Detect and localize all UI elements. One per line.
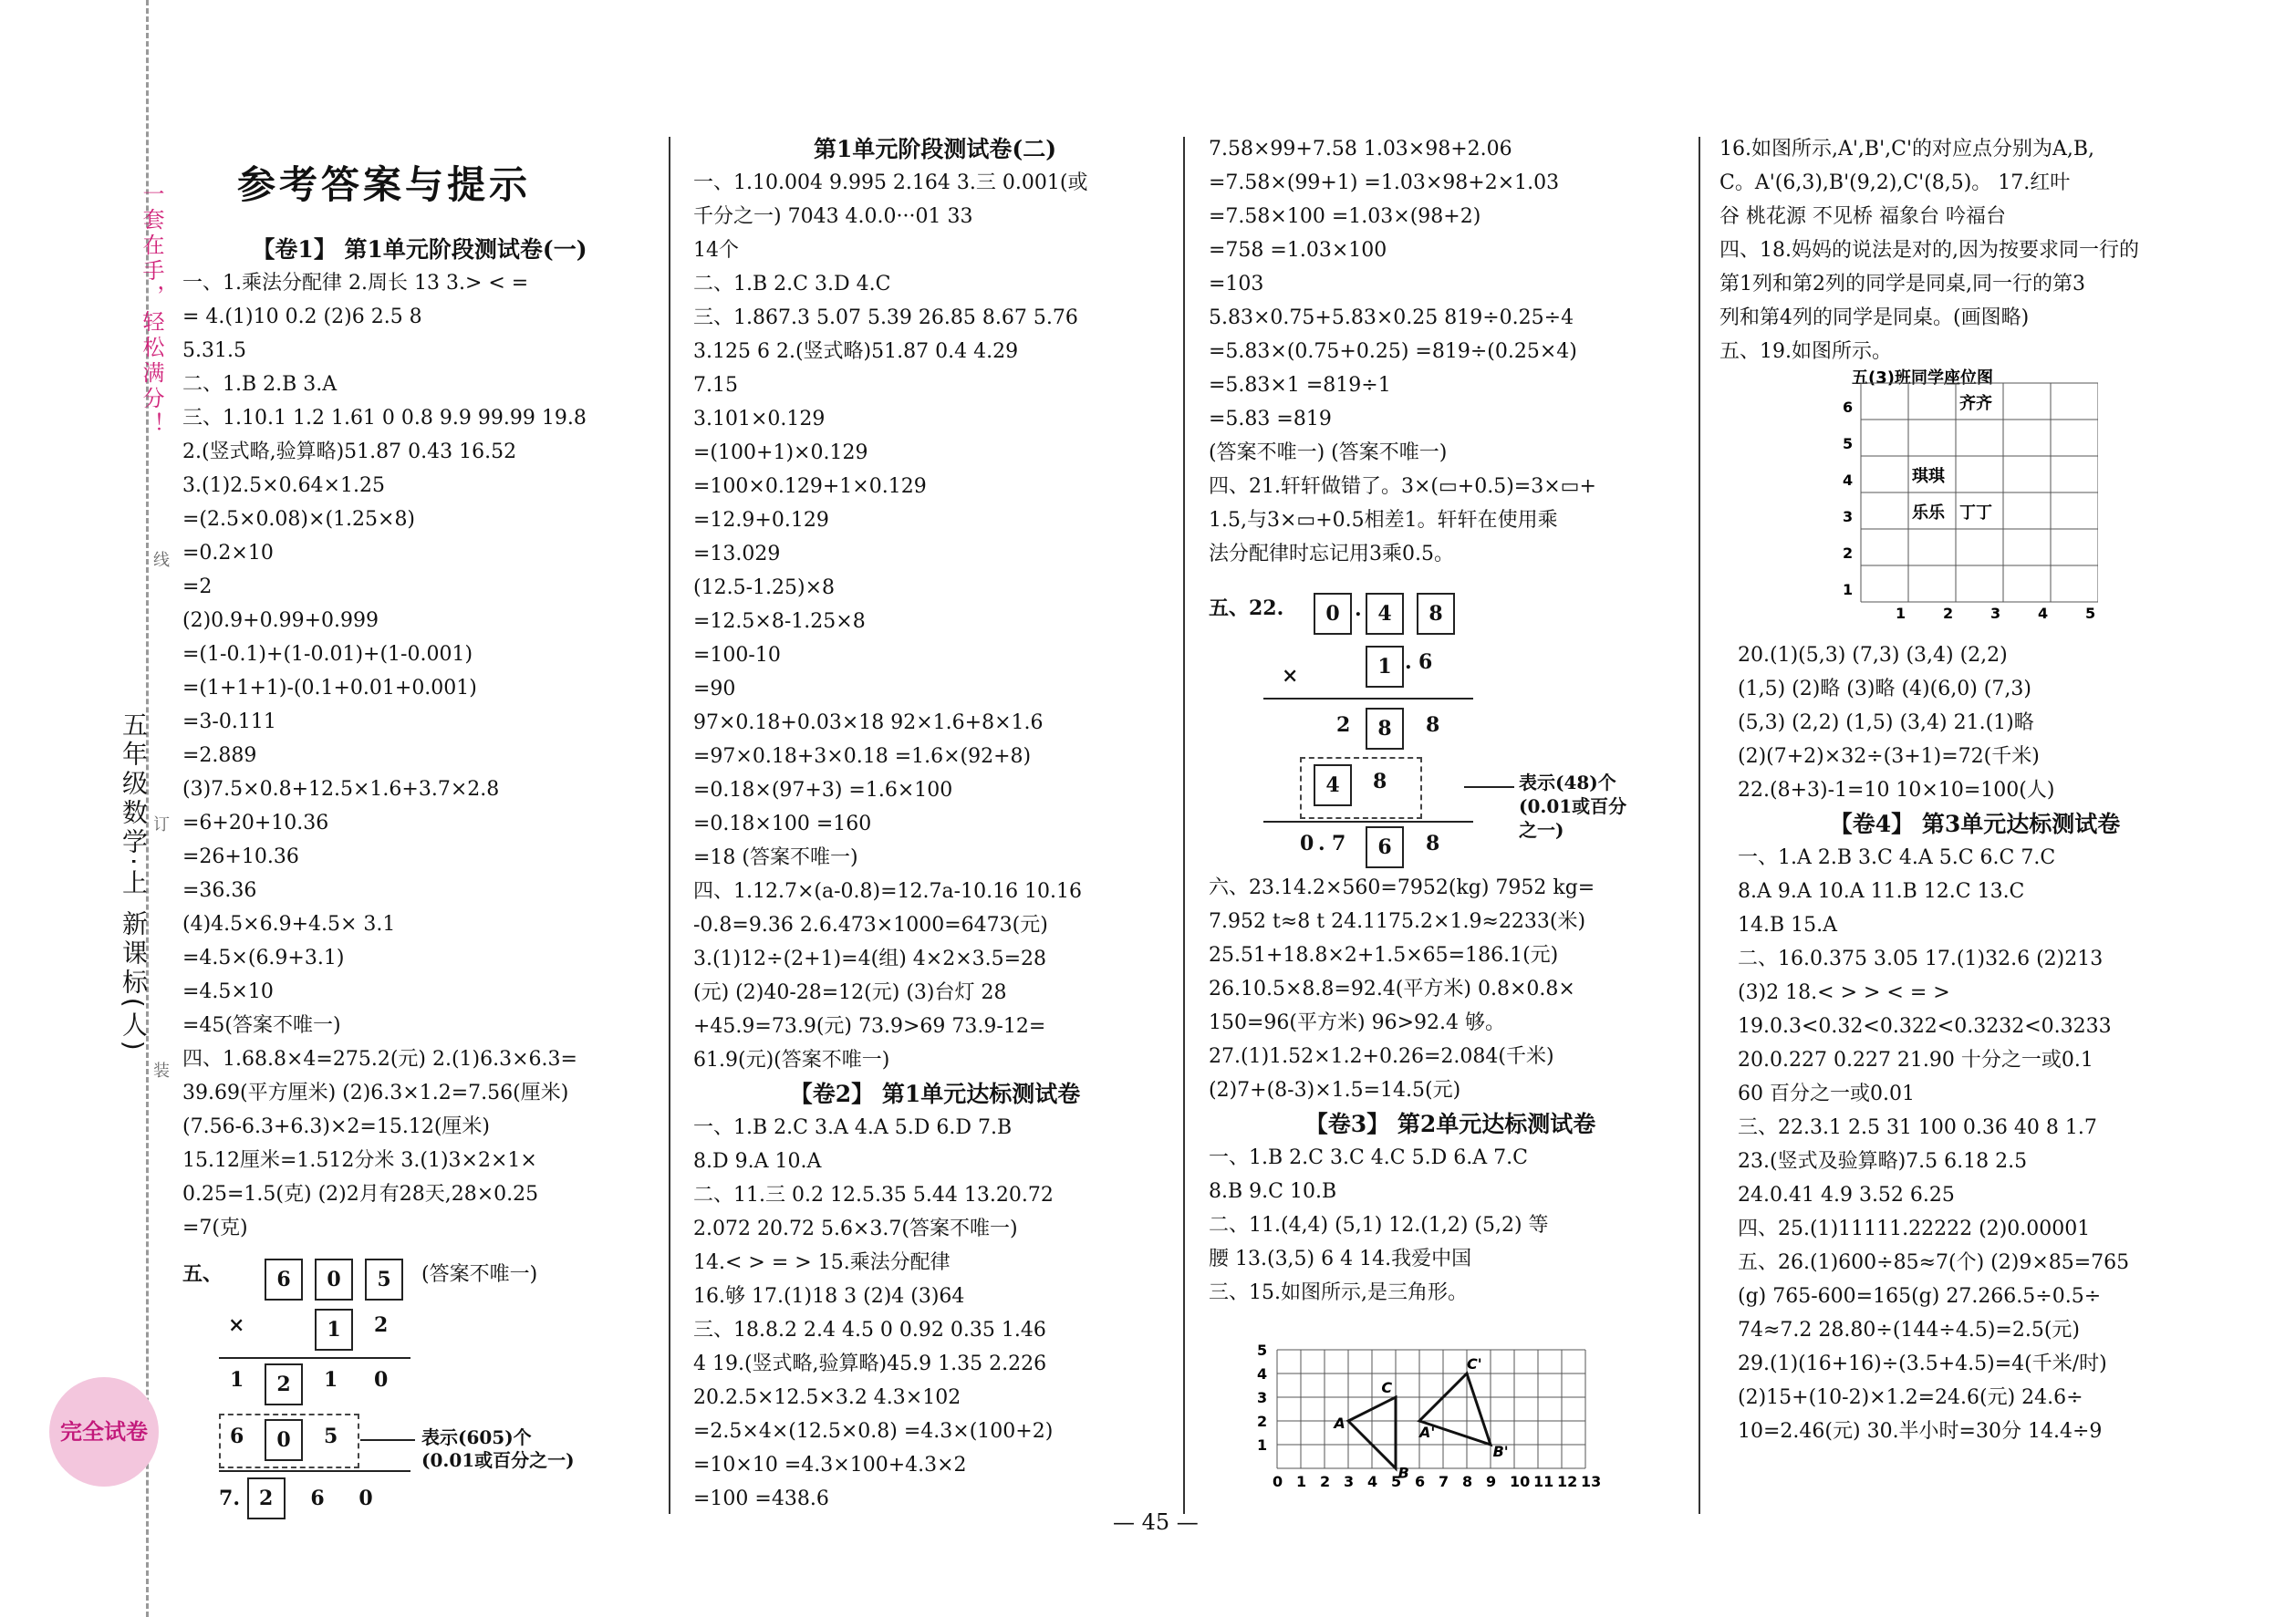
answer-line: 3.125 6 2.(竖式略)51.87 0.4 4.29 — [693, 340, 1019, 363]
y-tick-label: 6 — [1843, 399, 1854, 416]
answer-line: =0.18×100 =160 — [693, 813, 872, 835]
x-tick-label: 7 — [1439, 1473, 1449, 1490]
answer-line: 10=2.46(元) 30.半小时=30分 14.4÷9 — [1738, 1420, 2103, 1443]
rule — [1263, 698, 1473, 700]
box: 8 — [1366, 708, 1404, 750]
answer-line: 五、19.如图所示。 — [1719, 340, 1892, 363]
answer-line: =7.58×(99+1) =1.03×98+2×1.03 — [1209, 171, 1560, 194]
answer-line: (答案不唯一) (答案不唯一) — [1209, 441, 1448, 464]
y-tick-label: 4 — [1843, 472, 1854, 489]
answer-line: (12.5-1.25)×8 — [693, 576, 835, 599]
digit: 7 — [1332, 832, 1346, 855]
student-name: 乐乐 — [1912, 503, 1945, 523]
answer-line: 四、1.68.8×4=275.2(元) 2.(1)6.3×6.3= — [182, 1048, 577, 1071]
point-label: B' — [1492, 1443, 1509, 1460]
answer-line: (2)7+(8-3)×1.5=14.5(元) — [1209, 1079, 1461, 1102]
point-label: A' — [1419, 1424, 1436, 1442]
answer-line: =6+20+10.36 — [182, 812, 329, 834]
cut-mark-line: 线 — [153, 551, 170, 570]
answer-line: 列和第4列的同学是同桌。(画图略) — [1719, 306, 2030, 329]
answer-line: 16.如图所示,A',B',C'的对应点分别为A,B, — [1719, 138, 2095, 161]
answer-line: 二、11.三 0.2 12.5.35 5.44 13.20.72 — [693, 1184, 1054, 1207]
y-tick-label: 3 — [1257, 1389, 1268, 1406]
student-name: 琪琪 — [1912, 467, 1945, 486]
answer-line: =97×0.18+3×0.18 =1.6×(92+8) — [693, 745, 1032, 768]
answer-line: (2)0.9+0.99+0.999 — [182, 609, 379, 632]
box: 4 — [1366, 593, 1404, 635]
box: 2 — [265, 1363, 303, 1405]
answer-line: 二、1.B 2.C 3.D 4.C — [693, 273, 891, 295]
rule — [219, 1470, 410, 1472]
column-4-lower — [1738, 638, 2212, 1448]
answer-line: =(1+1+1)-(0.1+0.01+0.001) — [182, 677, 477, 700]
answer-line: 3.(1)2.5×0.64×1.25 — [182, 474, 385, 497]
answer-line: (2)15+(10-2)×1.2=24.6(元) 24.6÷ — [1738, 1386, 2083, 1409]
answer-line: 一、1.乘法分配律 2.周长 13 3.> < = — [182, 272, 529, 295]
answer-line: 4 19.(竖式略,验算略)45.9 1.35 2.226 — [693, 1353, 1047, 1375]
fig2-label: 五、22. — [1209, 596, 1284, 620]
answer-line: 5.31.5 — [182, 339, 246, 362]
answer-line: +45.9=73.9(元) 73.9>69 73.9-12= — [693, 1015, 1046, 1038]
rule — [219, 1357, 410, 1359]
answer-line: 二、1.B 2.B 3.A — [182, 373, 338, 396]
digit: . — [1405, 650, 1412, 674]
answer-line: =13.029 — [693, 543, 781, 565]
brand-logo — [49, 1377, 159, 1487]
answer-line: 千分之一) 7043 4.0.0···01 33 — [693, 205, 973, 228]
column-divider-3 — [1699, 137, 1700, 1514]
answer-line: =103 — [1209, 273, 1264, 295]
x-tick-label: 1 — [1296, 1473, 1307, 1490]
answer-line: 四、1.12.7×(a-0.8)=12.7a-10.16 10.16 — [693, 880, 1083, 903]
answer-line: =0.2×10 — [182, 542, 274, 565]
answer-line: =10×10 =4.3×100+4.3×2 — [693, 1454, 967, 1477]
x-tick-label: 12 — [1557, 1473, 1578, 1490]
answer-line: 22.(8+3)-1=10 10×10=100(人) — [1738, 779, 2055, 802]
y-tick-label: 1 — [1257, 1436, 1268, 1454]
answer-line: 三、18.8.2 2.4 4.5 0 0.92 0.35 1.46 — [693, 1319, 1046, 1342]
answer-line: 5.83×0.75+5.83×0.25 819÷0.25÷4 — [1209, 306, 1574, 329]
answer-line: 法分配律时忘记用3乘0.5。 — [1209, 543, 1454, 565]
times-sign: × — [228, 1313, 245, 1337]
answer-line: =100 =438.6 — [693, 1487, 829, 1510]
box: 1 — [315, 1309, 353, 1351]
x-tick-label: 3 — [1990, 605, 2001, 622]
x-tick-label: 13 — [1581, 1473, 1602, 1490]
digit: 0 — [358, 1487, 373, 1510]
answer-line: (3)2 18.< > > < = > — [1738, 981, 1950, 1004]
box: 0 — [1314, 593, 1352, 635]
fig1-note: (答案不唯一) — [421, 1263, 538, 1286]
answer-line: =5.83×(0.75+0.25) =819÷(0.25×4) — [1209, 340, 1577, 363]
answer-line: =(1-0.1)+(1-0.01)+(1-0.001) — [182, 643, 473, 666]
box: 5 — [365, 1259, 403, 1301]
answer-line: 19.0.3<0.32<0.322<0.3232<0.3233 — [1738, 1015, 2112, 1038]
answer-line: 一、1.B 2.C 3.A 4.A 5.D 6.D 7.B — [693, 1116, 1013, 1139]
answer-line: 四、25.(1)11111.22222 (2)0.00001 — [1738, 1218, 2091, 1240]
answer-line: 14.< > = > 15.乘法分配律 — [693, 1251, 951, 1274]
digit: 0 — [1300, 832, 1314, 855]
cut-mark-bind: 订 — [153, 815, 170, 834]
x-tick-label: 4 — [2038, 605, 2049, 622]
times-sign: × — [1282, 664, 1299, 688]
answer-line: =758 =1.03×100 — [1209, 239, 1387, 262]
answer-line: =36.36 — [182, 879, 257, 902]
digit: 1 — [324, 1368, 338, 1392]
answer-line: 8.D 9.A 10.A — [693, 1150, 822, 1173]
answer-line: 14.B 15.A — [1738, 914, 1838, 937]
y-tick-label: 4 — [1257, 1365, 1268, 1383]
answer-line: (1,5) (2)略 (3)略 (4)(6,0) (7,3) — [1738, 678, 2031, 700]
digit: 8 — [1426, 713, 1440, 737]
digit: 8 — [1426, 832, 1440, 855]
answer-line: 15.12厘米=1.512分米 3.(1)3×2×1× — [182, 1149, 537, 1172]
y-tick-label: 2 — [1257, 1413, 1268, 1430]
x-tick-label: 0 — [1273, 1473, 1283, 1490]
answer-line: 三、1.867.3 5.07 5.39 26.85 8.67 5.76 — [693, 306, 1078, 329]
answer-line: =100-10 — [693, 644, 781, 667]
section-heading: 【卷3】 第2单元达标测试卷 — [1304, 1111, 1596, 1137]
rule — [1263, 821, 1473, 823]
answer-line: 20.(1)(5,3) (7,3) (3,4) (2,2) — [1738, 644, 2008, 667]
answer-line: =7(克) — [182, 1217, 248, 1239]
column-divider-1 — [669, 137, 670, 1514]
answer-line: 四、21.轩轩做错了。3×(▭+0.5)=3×▭+ — [1209, 475, 1596, 498]
answer-line: 20.2.5×12.5×3.2 4.3×102 — [693, 1386, 961, 1409]
answer-line: 74≈7.2 28.80÷(144÷4.5)=2.5(元) — [1738, 1319, 2080, 1342]
digit: 6 — [310, 1487, 325, 1510]
answer-line: 谷 桃花源 不见桥 福象台 吟福台 — [1719, 205, 2006, 228]
answer-line: 三、15.如图所示,是三角形。 — [1209, 1281, 1468, 1304]
answer-line: (4)4.5×6.9+4.5× 3.1 — [182, 913, 396, 936]
digit: . — [1318, 832, 1325, 855]
column-3 — [1209, 132, 1692, 571]
coordinate-grid-figure — [1250, 1322, 1615, 1496]
answer-line: 150=96(平方米) 96>92.4 够。 — [1209, 1011, 1505, 1034]
x-tick-label: 8 — [1462, 1473, 1473, 1490]
arrow-text: (0.01或百分 — [1519, 795, 1627, 817]
box: 6 — [1366, 826, 1404, 868]
answer-line: 二、11.(4,4) (5,1) 12.(1,2) (5,2) 等 — [1209, 1214, 1549, 1237]
answer-line: 7.15 — [693, 374, 738, 397]
column-3-lower — [1209, 871, 1692, 1310]
arrow-icon — [360, 1439, 415, 1441]
point-label: A — [1334, 1414, 1345, 1432]
answer-line: 一、1.A 2.B 3.C 4.A 5.C 6.C 7.C — [1738, 846, 2056, 869]
mult-figure-2 — [1209, 593, 1692, 866]
answer-line: 97×0.18+0.03×18 92×1.6+8×1.6 — [693, 711, 1044, 734]
box: 4 — [1314, 764, 1352, 806]
answer-line: =(100+1)×0.129 — [693, 441, 868, 464]
answer-line: 24.0.41 4.9 3.52 6.25 — [1738, 1184, 1955, 1207]
digit: 2 — [1336, 713, 1351, 737]
x-tick-label: 10 — [1510, 1473, 1531, 1490]
digit: 0 — [374, 1368, 389, 1392]
answer-line: =7.58×100 =1.03×(98+2) — [1209, 205, 1481, 228]
answer-line: 六、23.14.2×560=7952(kg) 7952 kg= — [1209, 876, 1595, 899]
section-heading: 【卷2】 第1单元达标测试卷 — [789, 1081, 1081, 1107]
answer-line: 0.25=1.5(克) (2)2月有28天,28×0.25 — [182, 1183, 539, 1206]
y-tick-label: 1 — [1843, 581, 1854, 598]
answer-line: 20.0.227 0.227 21.90 十分之一或0.1 — [1738, 1049, 2093, 1072]
answer-line: 三、22.3.1 2.5 31 100 0.36 40 8 1.7 — [1738, 1116, 2097, 1139]
point-label: C' — [1467, 1354, 1482, 1373]
answer-line: 16.够 17.(1)18 3 (2)4 (3)64 — [693, 1285, 965, 1308]
arrow-text: 之一) — [1519, 819, 1564, 841]
column-4 — [1719, 132, 2194, 368]
slogan: 一套在手，轻松满分！ — [139, 182, 164, 438]
answer-line: =90 — [693, 678, 736, 700]
digit: 2 — [374, 1313, 389, 1337]
answer-line: (7.56-6.3+6.3)×2=15.12(厘米) — [182, 1115, 491, 1138]
answer-line: 8.B 9.C 10.B — [1209, 1180, 1337, 1203]
digit: . — [1355, 597, 1362, 621]
answer-line: (2)(7+2)×32÷(3+1)=72(千米) — [1738, 745, 2040, 768]
column-2 — [693, 132, 1177, 1516]
answer-line: 39.69(平方厘米) (2)6.3×1.2=7.56(厘米) — [182, 1082, 569, 1104]
answer-line: 五、26.(1)600÷85≈7(个) (2)9×85=765 — [1738, 1251, 2130, 1274]
y-tick-label: 5 — [1257, 1342, 1268, 1359]
page-number: — 45 — — [1113, 1509, 1199, 1535]
page-title: 参考答案与提示 — [237, 162, 532, 207]
answer-line: =4.5×10 — [182, 980, 274, 1003]
answer-line: -0.8=9.36 2.6.473×1000=6473(元) — [693, 914, 1048, 937]
digit: 5 — [324, 1425, 338, 1448]
x-tick-label: 5 — [1391, 1473, 1402, 1490]
x-tick-label: 2 — [1320, 1473, 1331, 1490]
point-label: C — [1381, 1378, 1393, 1396]
answer-line: 3.(1)12÷(2+1)=4(组) 4×2×3.5=28 — [693, 948, 1047, 970]
answer-line: 三、1.10.1 1.2 1.61 0 0.8 9.9 99.99 19.8 — [182, 407, 587, 430]
answer-line: =4.5×(6.9+3.1) — [182, 947, 345, 969]
arrow-text: 表示(48)个 — [1519, 772, 1616, 793]
answer-line: (5,3) (2,2) (1,5) (3,4) 21.(1)略 — [1738, 711, 2034, 734]
answer-line: =2.5×4×(12.5×0.8) =4.3×(100+2) — [693, 1420, 1054, 1443]
answer-line: (元) (2)40-28=12(元) (3)台灯 28 — [693, 981, 1007, 1004]
digit: 8 — [1373, 770, 1387, 793]
answer-line: =0.18×(97+3) =1.6×100 — [693, 779, 953, 802]
answer-line: 一、1.10.004 9.995 2.164 3.三 0.001(或 — [693, 171, 1088, 194]
answer-line: 二、16.0.375 3.05 17.(1)32.6 (2)213 — [1738, 948, 2104, 970]
x-tick-label: 1 — [1896, 605, 1906, 622]
answer-line: =2.889 — [182, 744, 257, 767]
mult-figure-1 — [182, 1259, 657, 1496]
y-tick-label: 3 — [1843, 508, 1854, 525]
section-heading: 【卷1】 第1单元阶段测试卷(一) — [252, 236, 587, 263]
answer-line: =12.5×8-1.25×8 — [693, 610, 866, 633]
fig1-result — [219, 1477, 373, 1519]
arrow-text: (0.01或百分之一) — [421, 1449, 575, 1471]
box: 1 — [1366, 646, 1404, 688]
answer-line: 2.(竖式略,验算略)51.87 0.43 16.52 — [182, 441, 517, 463]
answer-line: 1.5,与3×▭+0.5相差1。轩轩在使用乘 — [1209, 509, 1558, 532]
answer-line: =100×0.129+1×0.129 — [693, 475, 927, 498]
answer-line: 7.58×99+7.58 1.03×98+2.06 — [1209, 138, 1512, 161]
box: 0 — [265, 1419, 303, 1461]
digit: 6 — [230, 1425, 244, 1448]
answer-line: =5.83 =819 — [1209, 408, 1332, 430]
x-tick-label: 9 — [1486, 1473, 1497, 1490]
logo-text: 完全试卷 — [60, 1419, 148, 1445]
answer-line: 3.101×0.129 — [693, 408, 826, 430]
digit: . — [233, 1487, 240, 1510]
answer-line: =(2.5×0.08)×(1.25×8) — [182, 508, 416, 531]
answer-line: (g) 765-600=165(g) 27.266.5÷0.5÷ — [1738, 1285, 2102, 1308]
box: 8 — [1417, 593, 1455, 635]
answer-line: = 4.(1)10 0.2 (2)6 2.5 8 — [182, 306, 422, 328]
digit: 6 — [1418, 650, 1433, 674]
student-name: 齐齐 — [1959, 394, 1992, 413]
answer-line: 7.952 t≈8 t 24.1175.2×1.9≈2233(米) — [1209, 910, 1586, 933]
point-label: B — [1397, 1464, 1409, 1482]
answer-line: 25.51+18.8×2+1.5×65=186.1(元) — [1209, 944, 1559, 967]
box: 2 — [247, 1477, 286, 1519]
x-tick-label: 2 — [1943, 605, 1954, 622]
digit: 7 — [219, 1487, 234, 1510]
section-heading: 【卷4】 第3单元达标测试卷 — [1829, 811, 2121, 837]
answer-line: 第1列和第2列的同学是同桌,同一行的第3 — [1719, 273, 2085, 295]
subject-label: 五年级数学·上 新课标(人) — [119, 711, 149, 1054]
answer-line: =5.83×1 =819÷1 — [1209, 374, 1391, 397]
answer-line: 四、18.妈妈的说法是对的,因为按要求同一行的 — [1719, 239, 2139, 262]
answer-line: 26.10.5×8.8=92.4(平方米) 0.8×0.8× — [1209, 978, 1575, 1000]
answer-line: 61.9(元)(答案不唯一) — [693, 1049, 890, 1072]
arrow-icon — [1464, 786, 1514, 788]
answer-line: =45(答案不唯一) — [182, 1014, 341, 1037]
answer-line: 29.(1)(16+16)÷(3.5+4.5)=4(千米/时) — [1738, 1353, 2107, 1375]
answer-line: 14个 — [693, 239, 739, 262]
answer-line: 腰 13.(3,5) 6 4 14.我爱中国 — [1209, 1248, 1472, 1270]
answer-line: 23.(竖式及验算略)7.5 6.18 2.5 — [1738, 1150, 2028, 1173]
cut-mark-pack: 装 — [153, 1062, 170, 1081]
y-tick-label: 2 — [1843, 544, 1854, 562]
digit: 1 — [230, 1368, 244, 1392]
x-tick-label: 5 — [2085, 605, 2096, 622]
answer-line: 27.(1)1.52×1.2+0.26=2.084(千米) — [1209, 1045, 1554, 1068]
box: 6 — [265, 1259, 303, 1301]
student-name: 丁丁 — [1959, 503, 1992, 523]
answer-line: =26+10.36 — [182, 845, 299, 868]
answer-line: 8.A 9.A 10.A 11.B 12.C 13.C — [1738, 880, 2025, 903]
answer-line: =3-0.111 — [182, 710, 276, 733]
x-tick-label: 4 — [1367, 1473, 1378, 1490]
arrow-text: 表示(605)个 — [421, 1426, 532, 1448]
box: 0 — [315, 1259, 353, 1301]
column-divider-2 — [1183, 137, 1185, 1514]
x-tick-label: 3 — [1344, 1473, 1355, 1490]
answer-line: (3)7.5×0.8+12.5×1.6+3.7×2.8 — [182, 778, 500, 801]
x-tick-label: 11 — [1533, 1473, 1554, 1490]
fig1-label: 五、 — [182, 1262, 223, 1286]
answer-line: =18 (答案不唯一) — [693, 846, 858, 869]
answer-line: 60 百分之一或0.01 — [1738, 1083, 1915, 1105]
answer-line: 一、1.B 2.C 3.C 4.C 5.D 6.A 7.C — [1209, 1146, 1528, 1169]
answer-line: =12.9+0.129 — [693, 509, 829, 532]
seat-chart — [1824, 365, 2098, 638]
section-heading: 第1单元阶段测试卷(二) — [813, 136, 1057, 162]
seat-chart-title: 五(3)班同学座位图 — [1852, 368, 1993, 388]
column-1 — [182, 233, 657, 1245]
y-tick-label: 5 — [1843, 435, 1854, 452]
x-tick-label: 6 — [1415, 1473, 1426, 1490]
answer-line: 2.072 20.72 5.6×3.7(答案不唯一) — [693, 1218, 1018, 1240]
answer-line: C。A'(6,3),B'(9,2),C'(8,5)。 17.红叶 — [1719, 171, 2071, 194]
answer-line: =2 — [182, 575, 213, 598]
